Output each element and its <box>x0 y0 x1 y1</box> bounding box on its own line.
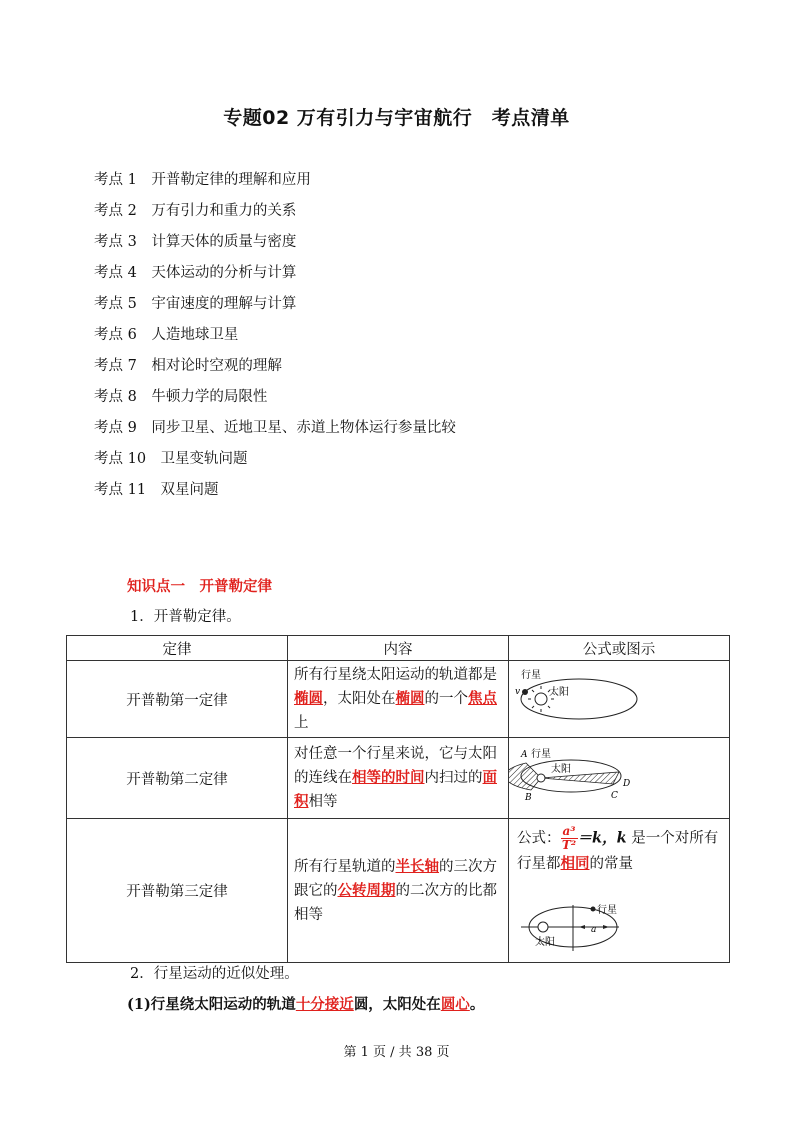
label-sun: 太阳 <box>549 687 569 698</box>
text: 的二次方的比都相等 <box>294 882 497 923</box>
fig-first-law <box>509 661 730 738</box>
kaodian-list <box>94 170 456 511</box>
formula-denominator: T² <box>561 838 577 852</box>
kaodian-item: 考点 4 天体运动的分析与计算 <box>94 265 297 281</box>
text: 的三次方跟它的 <box>294 858 497 899</box>
label-planet: 行星 <box>521 670 541 681</box>
text: (1)行星绕太阳运动的轨道 <box>127 996 296 1013</box>
key-term: 椭圆 <box>395 690 425 707</box>
table-header: 定律 <box>67 636 288 661</box>
kaodian-item: 考点 3 计算天体的质量与密度 <box>94 234 297 250</box>
point-2-1 <box>127 993 484 1014</box>
formula-k: k <box>616 829 627 847</box>
formula-cell <box>509 819 730 963</box>
axis-diagram <box>509 903 729 963</box>
kaodian-item: 考点 7 相对论时空观的理解 <box>94 358 282 374</box>
text: ，太阳处在 <box>323 691 396 707</box>
text: 的一个 <box>424 691 468 707</box>
page-footer: 第 1 页 / 共 38 页 <box>343 1045 450 1060</box>
key-term: 焦点 <box>468 690 497 707</box>
label-d: D <box>623 779 631 789</box>
table-header: 内容 <box>288 636 509 661</box>
sun-icon <box>537 774 545 782</box>
sun-icon <box>535 693 547 705</box>
label-c: C <box>611 791 618 801</box>
label-v: v <box>515 687 521 697</box>
law-name: 开普勒第一定律 <box>67 661 288 738</box>
formula-prefix: 公式： <box>517 830 561 847</box>
key-term: 圆心 <box>440 996 470 1013</box>
formula-fraction <box>561 825 578 852</box>
table-row <box>67 738 730 819</box>
text: 所有行星绕太阳运动的轨道都是 <box>294 667 497 683</box>
key-term: 公转周期 <box>337 881 396 899</box>
formula-text <box>509 819 729 882</box>
area-diagram <box>509 738 729 814</box>
planet-icon <box>591 907 596 912</box>
text: 圆，太阳处在 <box>353 996 441 1013</box>
kaodian-item: 考点 10 卫星变轨问题 <box>94 451 248 467</box>
text: 。 <box>469 996 485 1013</box>
sun-icon <box>538 922 548 932</box>
text: 相等 <box>308 794 338 810</box>
label-b: B <box>525 793 532 803</box>
label-sun: 太阳 <box>551 764 571 775</box>
key-term: 面积 <box>294 769 497 810</box>
formula-numerator: a³ <box>562 824 576 838</box>
label-sun: 太阳 <box>535 937 555 948</box>
key-term: 相等的时间 <box>352 769 425 786</box>
text: 对任意一个行星来说，它与太阳的连线在 <box>294 746 497 786</box>
table-header-row <box>67 636 730 661</box>
text: 内扫过的 <box>424 770 483 786</box>
kaodian-item: 考点 6 人造地球卫星 <box>94 327 239 343</box>
key-term: 十分接近 <box>295 996 354 1013</box>
formula-tail: 的常量 <box>589 856 633 872</box>
fig-second-law <box>509 738 730 819</box>
law-content <box>288 661 509 738</box>
page-title: 专题02 万有引力与宇宙航行 考点清单 <box>223 107 570 129</box>
formula-eq: ＝k， <box>577 829 617 847</box>
swept-area-1 <box>509 763 541 790</box>
kaodian-item: 考点 9 同步卫星、近地卫星、赤道上物体运行参量比较 <box>94 420 456 436</box>
orbit-diagram <box>509 661 729 733</box>
table-row <box>67 819 730 963</box>
law-content <box>288 738 509 819</box>
kaodian-item: 考点 11 双星问题 <box>94 482 219 498</box>
orbit-ellipse <box>521 679 637 719</box>
law-name: 开普勒第二定律 <box>67 738 288 819</box>
key-term: 椭圆 <box>294 690 323 707</box>
key-term: 半长轴 <box>395 857 439 875</box>
table-row <box>67 661 730 738</box>
kepler-table <box>66 635 730 963</box>
point-1: 1．开普勒定律。 <box>130 609 241 625</box>
formula-rest: 是一个对所有行星都 <box>517 830 719 872</box>
label-planet: 行星 <box>531 749 551 760</box>
law-name: 开普勒第三定律 <box>67 819 288 963</box>
label-planet: 行星 <box>597 905 617 916</box>
label-a: A <box>521 750 528 760</box>
kaodian-item: 考点 5 宇宙速度的理解与计算 <box>94 296 297 312</box>
kaodian-item: 考点 1 开普勒定律的理解和应用 <box>94 172 311 188</box>
key-term: 相同 <box>560 855 590 872</box>
text: 上 <box>294 715 309 731</box>
section-title: 知识点一 开普勒定律 <box>127 578 272 595</box>
table-header: 公式或图示 <box>509 636 730 661</box>
planet-icon <box>522 689 528 695</box>
text: 所有行星轨道的 <box>294 858 396 875</box>
label-a: a <box>591 925 597 935</box>
law-content <box>288 819 509 963</box>
point-2: 2．行星运动的近似处理。 <box>130 966 299 982</box>
kaodian-item: 考点 8 牛顿力学的局限性 <box>94 389 268 405</box>
kaodian-item: 考点 2 万有引力和重力的关系 <box>94 203 297 219</box>
